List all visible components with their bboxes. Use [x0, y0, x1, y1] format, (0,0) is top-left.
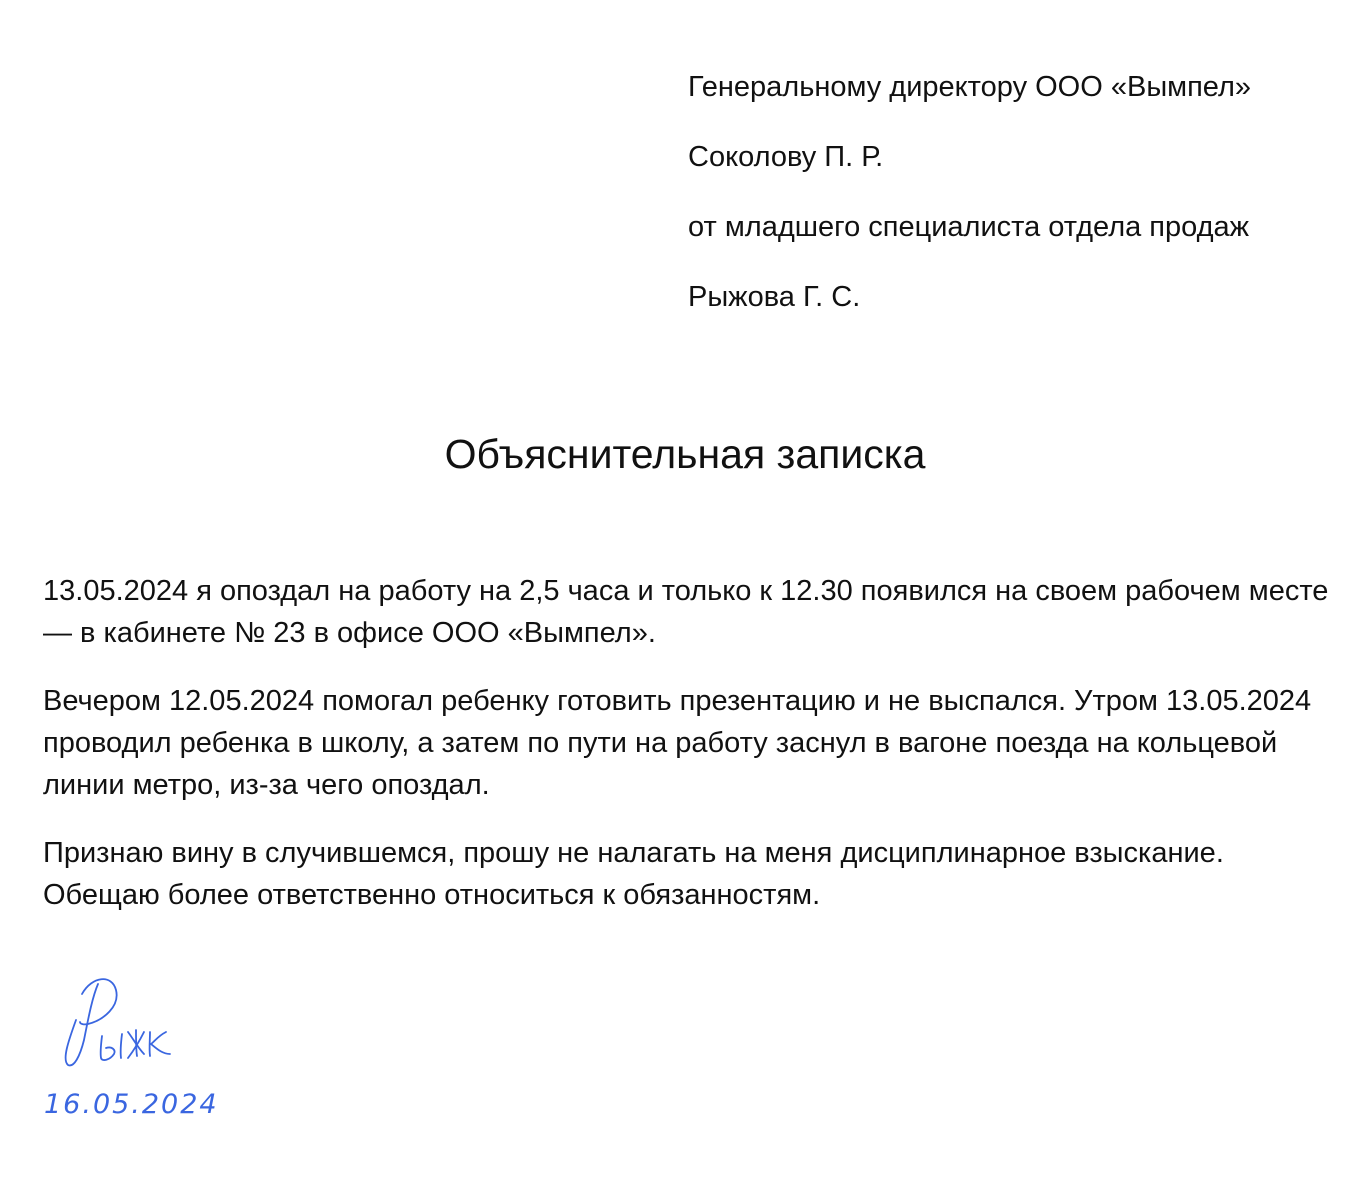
addressee-line-name: Соколову П. Р. — [688, 141, 884, 173]
body-paragraph-2: Вечером 12.05.2024 помогал ребенку готовить презентацию и не выспался. Утром 13.05.2024 проводил ребенка в школу, а затем по пути на работу заснул в вагоне поезда на кольцевой линии метро, из-за чего опоздал. — [43, 685, 1312, 801]
addressee-block — [688, 52, 1348, 332]
document-title: Объяснительная записка — [444, 431, 926, 477]
body-paragraph-1: 13.05.2024 я опоздал на работу на 2,5 часа и только к 12.30 появился на своем рабочем месте — в кабинете № 23 в офисе ООО «Вымпел». — [43, 575, 1329, 649]
sender-line-name: Рыжова Г. С. — [688, 281, 861, 313]
sender-line-position: от младшего специалиста отдела продаж — [688, 211, 1250, 243]
signature-date: 16.05.2024 — [44, 1089, 219, 1120]
addressee-line-position: Генеральному директору ООО «Вымпел» — [688, 71, 1252, 103]
handwritten-signature — [58, 970, 188, 1070]
document-body — [43, 570, 1343, 942]
body-paragraph-3: Признаю вину в случившемся, прошу не налагать на меня дисциплинарное взыскание. Обещаю более ответственно относиться к обязанностям. — [43, 837, 1224, 911]
